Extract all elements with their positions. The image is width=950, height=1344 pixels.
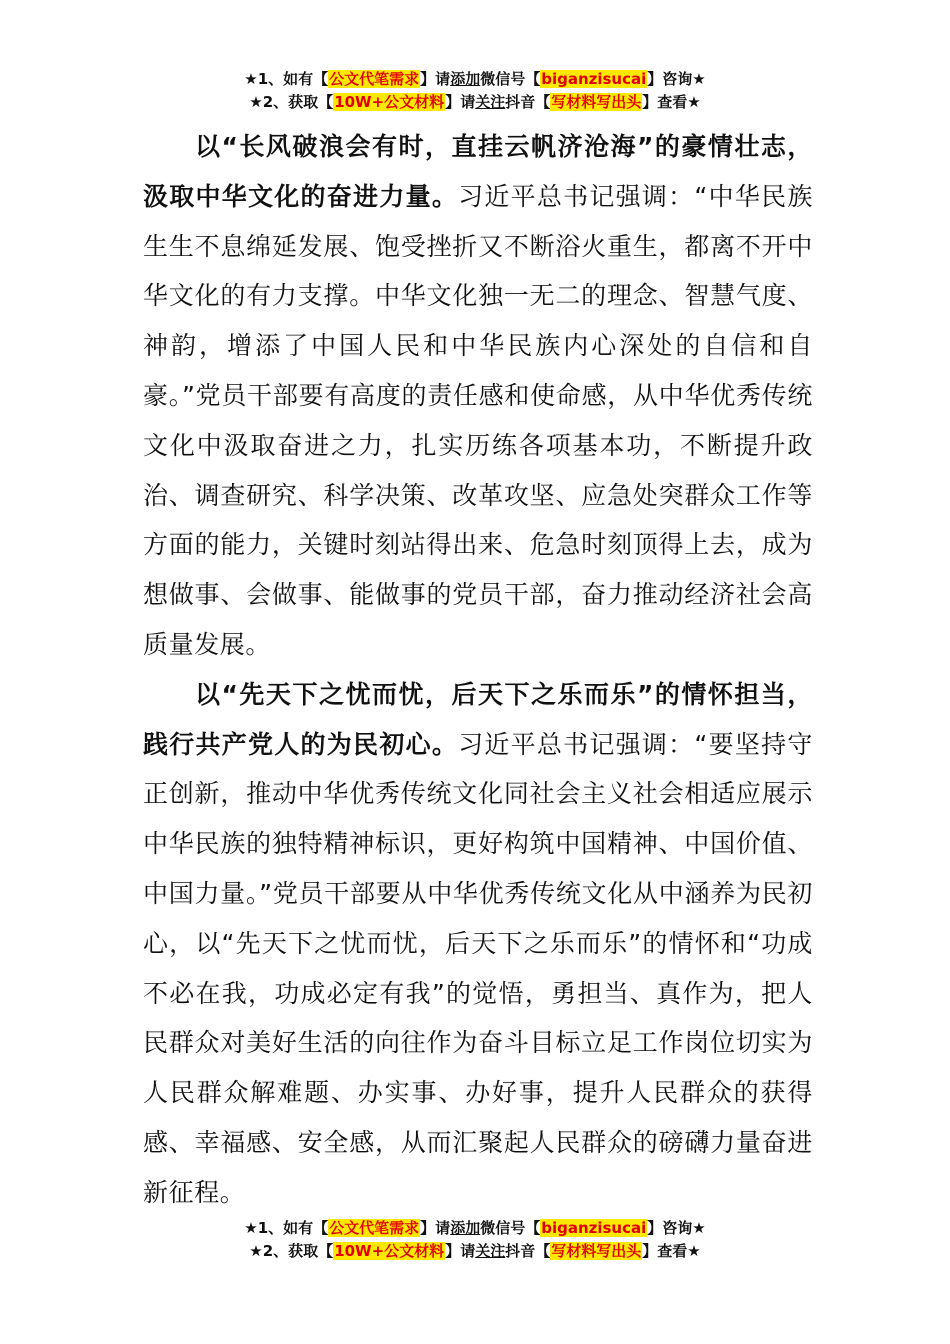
notice-line-1: ★1、如有【公文代笔需求】请添加微信号【biganzisucai】咨询★: [244, 1219, 706, 1237]
paragraph-2: [143, 670, 813, 1218]
paragraph-1-heading: 以“长风破浪会有时，直挂云帆济沧海”的豪情壮志，汲取中华文化的奋进力量。: [143, 132, 813, 211]
highlight-service: 公文代笔需求: [329, 1219, 420, 1237]
paragraph-2-heading: 以“先天下之忧而忧，后天下之乐而乐”的情怀担当，践行共产党人的为民初心。: [143, 679, 813, 759]
highlight-wechat-id: biganzisucai: [541, 70, 647, 88]
notice-line-1: ★1、如有【公文代笔需求】请添加微信号【biganzisucai】咨询★: [244, 70, 706, 88]
highlight-douyin: 写材料写出头: [551, 1242, 642, 1260]
highlight-materials: 10W+公文材料: [334, 1242, 445, 1260]
notice-line-2: ★2、获取【10W+公文材料】请关注抖音【写材料写出头】查看★: [249, 93, 701, 111]
highlight-douyin: 写材料写出头: [551, 93, 642, 111]
highlight-service: 公文代笔需求: [329, 70, 420, 88]
highlight-materials: 10W+公文材料: [334, 93, 445, 111]
paragraph-1: [143, 122, 813, 670]
notice-line-2: ★2、获取【10W+公文材料】请关注抖音【写材料写出头】查看★: [249, 1242, 701, 1260]
document-body: [143, 122, 813, 1218]
footer-notice: [0, 1217, 950, 1263]
paragraph-1-text: 习近平总书记强调：“中华民族生生不息绵延发展、饱受挫折又不断浴火重生，都离不开中华文化的有力支撑。中华文化独一无二的理念、智慧气度、神韵，增添了中国人民和中华民族内心深处的自信和自豪。”党员干部要有高度的责任感和使命感，从中华优秀传统文化中汲取奋进之力，扎实历练各项基本功，不断提升政治、调查研究、科学决策、改革攻坚、应急处突群众工作等方面的能力，关键时刻站得出来、危急时刻顶得上去，成为想做事、会做事、能做事的党员干部，奋力推动经济社会高质量发展。: [143, 181, 813, 659]
highlight-wechat-id: biganzisucai: [541, 1219, 647, 1237]
paragraph-2-text: 习近平总书记强调：“要坚持守正创新，推动中华优秀传统文化同社会主义社会相适应展示中华民族的独特精神标识，更好构筑中国精神、中国价值、中国力量。”党员干部要从中华优秀传统文化从中涵养为民初心，以“先天下之忧而忧，后天下之乐而乐”的情怀和“功成不必在我，功成必定有我”的觉悟，勇担当、真作为，把人民群众对美好生活的向往作为奋斗目标立足工作岗位切实为人民群众解难题、办实事、办好事，提升人民群众的获得感、幸福感、安全感，从而汇聚起人民群众的磅礴力量奋进新征程。: [143, 729, 813, 1207]
header-notice: [0, 68, 950, 114]
